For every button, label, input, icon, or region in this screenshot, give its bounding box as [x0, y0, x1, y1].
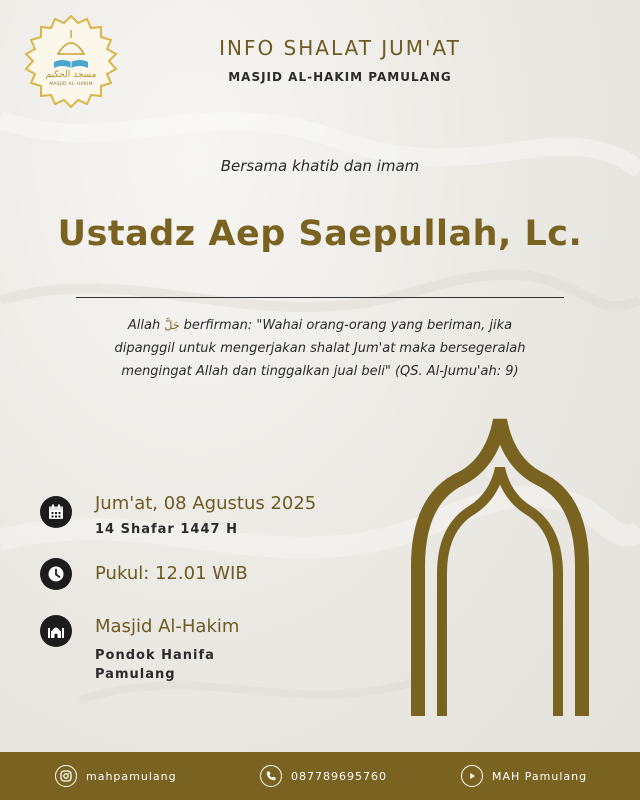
event-venue: Masjid Al-Hakim [95, 616, 240, 637]
divider [76, 297, 564, 298]
logo-arabic-text: مسجد الحكيم [45, 70, 97, 80]
jalla-jalaluhu-glyph: جَلَّ [164, 319, 180, 332]
quote-allah: Allah [127, 318, 161, 333]
instagram-handle: mahpamulang [86, 769, 177, 783]
footer-phone[interactable] [260, 752, 387, 800]
intro-text: Bersama khatib dan imam [220, 157, 420, 175]
quote-line-2: dipanggil untuk mengerjakan shalat Jum'at maka bersegeralah [114, 341, 526, 356]
event-date: Jum'at, 08 Agustus 2025 [95, 493, 317, 514]
play-icon [461, 765, 483, 787]
footer-youtube[interactable] [461, 752, 587, 800]
venue-address-line-1: Pondok Hanifa [95, 648, 215, 663]
event-time: Pukul: 12.01 WIB [95, 563, 248, 584]
calendar-icon [40, 496, 72, 528]
clock-icon [40, 558, 72, 590]
speaker-name: Ustadz Aep Saepullah, Lc. [57, 214, 583, 254]
header-title: INFO SHALAT JUM'AT [219, 36, 461, 60]
footer-bar [0, 752, 640, 800]
venue-address-line-2: Pamulang [95, 667, 176, 682]
mosque-logo-icon [20, 14, 122, 116]
youtube-channel: MAH Pamulang [492, 769, 588, 783]
phone-icon [260, 765, 282, 787]
quran-quote [40, 314, 600, 383]
hijri-date: 14 Shafar 1447 H [95, 522, 238, 537]
quote-line-1 [40, 314, 600, 337]
mosque-arch-graphic [400, 416, 600, 728]
quote-line-3: mengingat Allah dan tinggalkan jual beli" (QS. Al-Jumu'ah: 9) [121, 364, 519, 379]
instagram-icon [55, 765, 77, 787]
header-subtitle: MASJID AL-HAKIM PAMULANG [228, 70, 452, 84]
footer-instagram[interactable] [55, 752, 177, 800]
phone-number: 087789695760 [291, 769, 387, 783]
logo-name-text: MASJID AL-HAKIM [49, 82, 93, 87]
quote-line-1-rest: berfirman: "Wahai orang-orang yang beriman, jika [183, 318, 513, 333]
mosque-icon [40, 615, 72, 647]
